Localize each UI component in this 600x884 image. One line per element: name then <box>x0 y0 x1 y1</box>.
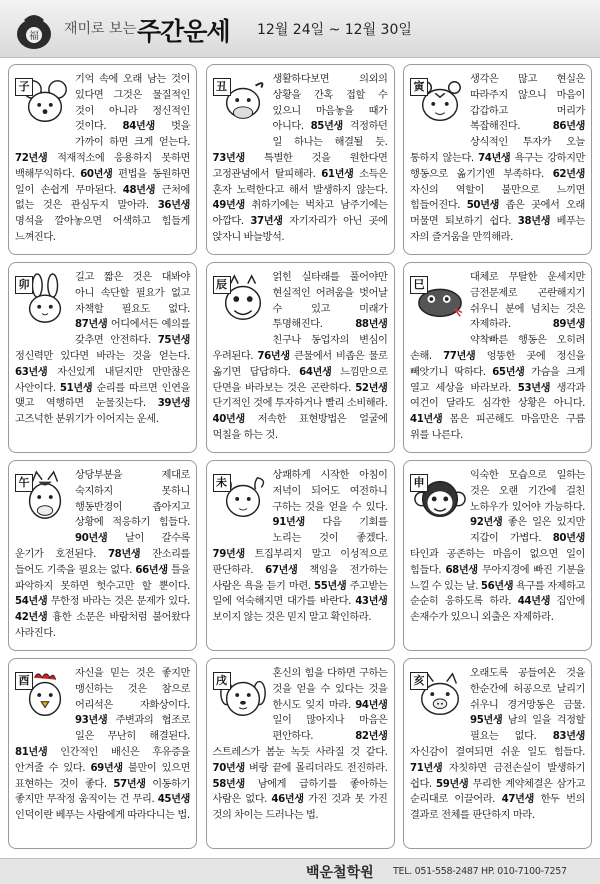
fortune-sentence: 소득은 혼자 노력한다고 해서 발생하지 않는다. <box>212 168 388 196</box>
zodiac-character: 未 <box>213 474 231 492</box>
birth-year-label: 43년생 <box>355 596 388 608</box>
fortune-sentence: 기억 속에 오래 남는 것이 있다면 그것은 물질적인 것이 아니라 정신적인 것이다. <box>75 74 190 133</box>
fortune-card <box>206 460 395 651</box>
birth-year-label: 93년생 <box>75 715 108 727</box>
birth-year-label: 87년생 <box>75 319 108 331</box>
zodiac-character: 申 <box>410 474 428 492</box>
fortune-sentence: 어디에서든 예의를 갖추면 안전하다. <box>75 319 190 347</box>
fortune-sentence: 정신력만 있다면 바라는 것을 얻는다. <box>15 350 190 362</box>
birth-year-label: 92년생 <box>470 517 503 529</box>
fortune-sentence: 무한정 바라는 것은 문제가 있다. <box>47 596 190 608</box>
fortune-sentence: 인덕이란 베푸는 사람에게 따라다니는 법. <box>15 810 190 822</box>
zodiac-badge <box>213 74 267 134</box>
birth-year-label: 63년생 <box>15 366 48 378</box>
birth-year-label: 37년생 <box>250 216 283 228</box>
fortune-sentence: 다음 기회를 노리는 것이 좋겠다. <box>272 517 388 545</box>
birth-year-label: 45년생 <box>157 794 190 806</box>
birth-year-label: 36년생 <box>157 200 190 212</box>
fortune-sentence: 일이 많아지나 마음은 편안하다. <box>272 715 388 743</box>
fortune-sentence: 주고받는 일에 억숙해지면 대가를 바란다. <box>212 580 388 608</box>
birth-year-label: 78년생 <box>107 548 141 560</box>
fortune-sentence: 약착빠른 행동은 오히려 손해. <box>410 335 585 362</box>
fortune-sentence: 흉한 소문은 바람처럼 불어왔다 사라진다. <box>15 612 190 639</box>
fortune-sentence: 생활하다보면 의외의 상황을 간혹 접할 수 있으니 마음놓을 때가 아니다. <box>272 74 388 133</box>
fortune-sentence: 타인과 공존하는 마음이 없으면 일이 힘들다. <box>410 548 585 576</box>
fortune-sentence: 인간적인 배신은 후유증을 안겨줄 수 있다. <box>15 746 190 774</box>
birth-year-label: 47년생 <box>501 794 534 806</box>
zodiac-badge <box>410 470 464 530</box>
birth-year-label: 48년생 <box>122 184 156 196</box>
birth-year-label: 64년생 <box>299 366 332 378</box>
birth-year-label: 42년생 <box>15 612 48 624</box>
birth-year-label: 40년생 <box>212 414 245 426</box>
fortune-card <box>206 658 395 849</box>
zodiac-character: 子 <box>15 78 33 96</box>
birth-year-label: 57년생 <box>113 778 146 790</box>
birth-year-label: 84년생 <box>122 121 155 133</box>
zodiac-badge <box>213 470 267 530</box>
fortune-sentence: 생각과 여건이 달라도 심각한 상황은 아니다. <box>410 382 585 410</box>
fortune-sentence: 남의 일을 걱정할 필요는 없다. <box>470 715 585 743</box>
fortune-sentence: 자신의 역할이 불만으로 느끼면 힘들어진다. <box>410 184 585 212</box>
contact-info: TEL. 051-558-2487 HP. 010-7100-7257 <box>393 866 567 877</box>
zodiac-badge <box>15 668 69 728</box>
fortune-card <box>8 658 197 849</box>
fortune-sentence: 자신감이 결여되면 쉬운 일도 힘들다. <box>410 746 585 758</box>
birth-year-label: 95년생 <box>470 715 503 727</box>
birth-year-label: 53년생 <box>517 382 551 394</box>
fortune-sentence: 오래도록 공들여온 것을 한순간에 허공으로 날리기 쉬우니 경거망동은 금물. <box>470 668 585 711</box>
header-bar <box>0 0 600 58</box>
zodiac-character: 亥 <box>410 672 428 690</box>
fortune-sentence: 익숙한 모습으로 일하는 것은 오랜 기간에 걸친 노하우가 있어야 가능하다. <box>470 470 585 513</box>
zodiac-character: 戌 <box>213 672 231 690</box>
fortune-sentence: 큰물에서 비좁은 물로 옮기면 답답하다. <box>212 350 388 378</box>
birth-year-label: 74년생 <box>478 152 511 164</box>
fortune-sentence: 잔소리를 들어도 기죽을 필요는 없다. <box>15 548 190 576</box>
fortune-sentence: 욕구는 강하지만 행동으로 옮기기엔 부족하다. <box>410 152 585 180</box>
birth-year-label: 70년생 <box>212 762 245 774</box>
birth-year-label: 77년생 <box>443 350 476 362</box>
header-subtitle: 재미로 보는 <box>64 21 137 37</box>
fortune-sentence: 무아지경에 빠진 기분을 느낄 수 있는 날. <box>410 564 585 592</box>
zodiac-badge <box>15 470 69 530</box>
fortune-sentence: 자칫하면 금전손실이 발생하기 쉽다. <box>410 762 585 790</box>
birth-year-label: 60년생 <box>80 168 113 180</box>
zodiac-character: 卯 <box>15 276 33 294</box>
zodiac-badge <box>213 272 267 332</box>
fortune-sentence: 생각은 많고 현실은 따라주지 않으니 마음이 갑갑하고 머리가 복잡해진다. <box>470 74 585 133</box>
fortune-sentence: 길고 짧은 것은 대봐야 아니 속단할 필요가 없고 자책할 필요도 없다. <box>75 272 190 315</box>
birth-year-label: 86년생 <box>552 121 585 133</box>
fortune-sentence: 책임을 전가하는 사람은 욕을 듣기 마련. <box>212 564 388 592</box>
fortune-sentence: 상쾌하게 시작한 아침이 저녁이 되어도 여전하니 구하는 것을 얻을 수 있다. <box>272 470 388 513</box>
fortune-sentence: 자신을 믿는 것은 좋지만 맹신하는 것은 참으로 어리석은 자화상이다. <box>75 668 190 711</box>
fortune-sentence: 상당부분을 제대로 숙지하지 못하니 행동반경이 좁아지고 상황에 적응하기 힘들다. <box>75 470 190 529</box>
fortune-card <box>403 658 592 849</box>
fortune-sentence: 혼신의 힘을 다하면 구하는 것을 얻을 수 있다는 것을 한시도 잊지 마라. <box>272 668 388 711</box>
birth-year-label: 72년생 <box>15 152 48 164</box>
footer-bar <box>0 858 600 884</box>
fortune-card <box>8 262 197 453</box>
fortune-card <box>206 262 395 453</box>
birth-year-label: 85년생 <box>310 121 343 133</box>
zodiac-character: 巳 <box>410 276 428 294</box>
birth-year-label: 46년생 <box>271 794 304 806</box>
birth-year-label: 83년생 <box>552 731 585 743</box>
birth-year-label: 80년생 <box>552 533 585 545</box>
birth-year-label: 68년생 <box>445 564 478 576</box>
fortune-sentence: 단기적인 것에 투자하거나 빨리 소비해라. <box>212 398 388 410</box>
svg-text:福: 福 <box>29 31 39 42</box>
birth-year-label: 50년생 <box>466 200 499 212</box>
birth-year-label: 49년생 <box>212 200 245 212</box>
fortune-sentence: 무리한 계약체결은 삼가고 순리대로 이끌어라. <box>410 778 585 806</box>
birth-year-label: 58년생 <box>212 778 245 790</box>
fortune-sentence: 대체로 무탈한 운세지만 금전문제로 곤란해지기 쉬우니 분에 넘치는 것은 자제하라. <box>470 272 585 331</box>
fortune-bag-logo-icon <box>10 4 58 52</box>
fortune-sentence: 가슴을 크게 열고 세상을 바라보라. <box>410 366 585 394</box>
fortune-sentence: 보이지 않는 것은 믿지 말고 확인하라. <box>212 612 372 624</box>
fortune-sentence: 남에게 급하기를 좋아하는 사람은 없다. <box>212 778 388 806</box>
fortune-sentence: 틀을 파악하지 못하면 헛수고만 할 뿐이다. <box>15 564 190 592</box>
fortune-card <box>403 262 592 453</box>
birth-year-label: 76년생 <box>257 350 290 362</box>
fortune-sentence: 벗을 가까이 하면 크게 얻는다. <box>75 121 190 149</box>
birth-year-label: 88년생 <box>355 319 388 331</box>
birth-year-label: 91년생 <box>272 517 305 529</box>
fortune-sentence: 자기자리가 아닌 곳에 앉자니 바늘방석. <box>212 216 388 243</box>
birth-year-label: 54년생 <box>15 596 48 608</box>
zodiac-badge <box>15 272 69 332</box>
fortune-sentence: 날이 갈수록 운기가 호전된다. <box>15 533 190 560</box>
fortune-sentence: 주변과의 협조로 일은 무난히 해결된다. <box>75 715 190 743</box>
fortune-sentence: 취하기에는 벅차고 남주기에는 아깝다. <box>212 200 388 228</box>
fortune-sentence: 순리를 따르면 인연을 맺고 역행하면 눈물짓는다. <box>15 382 190 410</box>
birth-year-label: 59년생 <box>436 778 469 790</box>
fortune-sentence: 좋은 일은 있지만 지갑이 가볍다. <box>470 517 585 545</box>
birth-year-label: 82년생 <box>355 731 388 743</box>
birth-year-label: 66년생 <box>135 564 168 576</box>
fortune-card <box>8 64 197 255</box>
fortune-sentence: 불만이 있으면 표현하는 것이 좋다. <box>15 762 191 790</box>
fortune-sentence: 스트레스가 봄눈 녹듯 사라질 것 같다. <box>212 746 388 758</box>
fortune-sentence: 이동하기 좋지만 무작정 움직이는 건 무리. <box>15 778 190 806</box>
fortune-card <box>403 460 592 651</box>
fortune-sentence: 엉뚱한 곳에 정신을 빼앗기니 딱하다. <box>410 350 585 378</box>
birth-year-label: 52년생 <box>355 382 388 394</box>
fortune-sentence: 명석을 깔아놓으면 어색하고 힘들게 느껴진다. <box>15 216 190 243</box>
page-title: 주간운세 <box>137 17 230 46</box>
birth-year-label: 94년생 <box>355 699 388 711</box>
birth-year-label: 61년생 <box>321 168 354 180</box>
fortune-sentence: 근처에 없는 것은 관심두지 말아라. <box>15 184 190 212</box>
zodiac-badge <box>410 272 464 332</box>
birth-year-label: 75년생 <box>157 335 190 347</box>
birth-year-label: 65년생 <box>492 366 525 378</box>
fortune-sentence: 좁은 곳에서 오래 머물면 퇴보하기 쉽다. <box>410 200 585 228</box>
fortune-sentence: 상식적인 투자가 오늘 통하지 않는다. <box>410 137 585 164</box>
fortune-sentence: 벼랑 끝에 몰리더라도 전진하라. <box>244 762 388 774</box>
date-range: 12월 24일 ~ 12월 30일 <box>257 22 412 38</box>
fortune-sentence: 느낌만으로 단면을 바라보는 것은 곤란하다. <box>212 366 388 394</box>
fortune-sentence: 얽힌 실타래를 풀어야만 현실적인 어려움을 벗어날 수 있고 미래가 투명해진다. <box>272 272 388 331</box>
zodiac-character: 寅 <box>410 78 428 96</box>
birth-year-label: 81년생 <box>15 746 48 758</box>
fortune-sentence: 친구나 동업자의 변심이 우려된다. <box>212 335 388 362</box>
fortune-sentence: 걱정하던 일 하나는 해결될 듯. <box>272 121 388 149</box>
birth-year-label: 56년생 <box>480 580 514 592</box>
zodiac-badge <box>213 668 267 728</box>
fortune-sentence: 저속한 표현방법은 얼굴에 먹칠을 하는 것. <box>212 414 388 441</box>
birth-year-label: 44년생 <box>517 596 551 608</box>
zodiac-character: 酉 <box>15 672 33 690</box>
fortune-card <box>403 64 592 255</box>
birth-year-label: 79년생 <box>212 548 245 560</box>
birth-year-label: 73년생 <box>212 152 245 164</box>
zodiac-badge <box>410 74 464 134</box>
fortune-sentence: 고즈넉한 분위기가 이어지는 운세. <box>15 414 159 426</box>
birth-year-label: 69년생 <box>90 762 123 774</box>
birth-year-label: 89년생 <box>552 319 585 331</box>
fortune-sentence: 편법을 동원하면 일이 손쉽게 무마된다. <box>15 168 190 196</box>
fortune-sentence: 욕구를 자제하고 순순히 응하도록 하라. <box>410 580 585 608</box>
fortune-sentence: 몸은 피곤해도 마음만은 구름 위를 나른다. <box>410 414 585 441</box>
birth-year-label: 55년생 <box>314 580 347 592</box>
fortune-sentence: 적재적소에 응용하지 못하면 백해무익하다. <box>15 152 190 180</box>
zodiac-character: 辰 <box>213 276 231 294</box>
fortune-grid <box>8 64 592 854</box>
birth-year-label: 71년생 <box>410 762 443 774</box>
birth-year-label: 39년생 <box>157 398 190 410</box>
birth-year-label: 51년생 <box>59 382 93 394</box>
zodiac-badge <box>15 74 69 134</box>
fortune-sentence: 한두 번의 결과로 전체를 판단하지 마라. <box>410 794 585 822</box>
zodiac-character: 丑 <box>213 78 231 96</box>
zodiac-badge <box>410 668 464 728</box>
fortune-sentence: 자신있게 내딛지만 만만찮은 사안이다. <box>15 366 190 394</box>
birth-year-label: 90년생 <box>75 533 108 545</box>
birth-year-label: 38년생 <box>517 216 551 228</box>
fortune-card <box>206 64 395 255</box>
fortune-sentence: 특별한 것을 원한다면 고정관념에서 탈피해라. <box>212 152 388 180</box>
birth-year-label: 41년생 <box>410 414 443 426</box>
fortune-sentence: 베푸는 자의 즐거움을 만끽해라. <box>410 216 585 243</box>
fortune-card <box>8 460 197 651</box>
academy-name: 백운철학원 <box>306 865 374 881</box>
zodiac-character: 午 <box>15 474 33 492</box>
fortune-sentence: 트집부리지 말고 이성적으로 판단하라. <box>212 548 388 576</box>
fortune-sentence: 가진 것과 못 가진 것의 차이는 드러나는 법. <box>212 794 388 822</box>
birth-year-label: 62년생 <box>552 168 585 180</box>
birth-year-label: 67년생 <box>265 564 298 576</box>
fortune-sentence: 집안에 손재수가 있으니 외출은 자제하라. <box>410 596 585 624</box>
